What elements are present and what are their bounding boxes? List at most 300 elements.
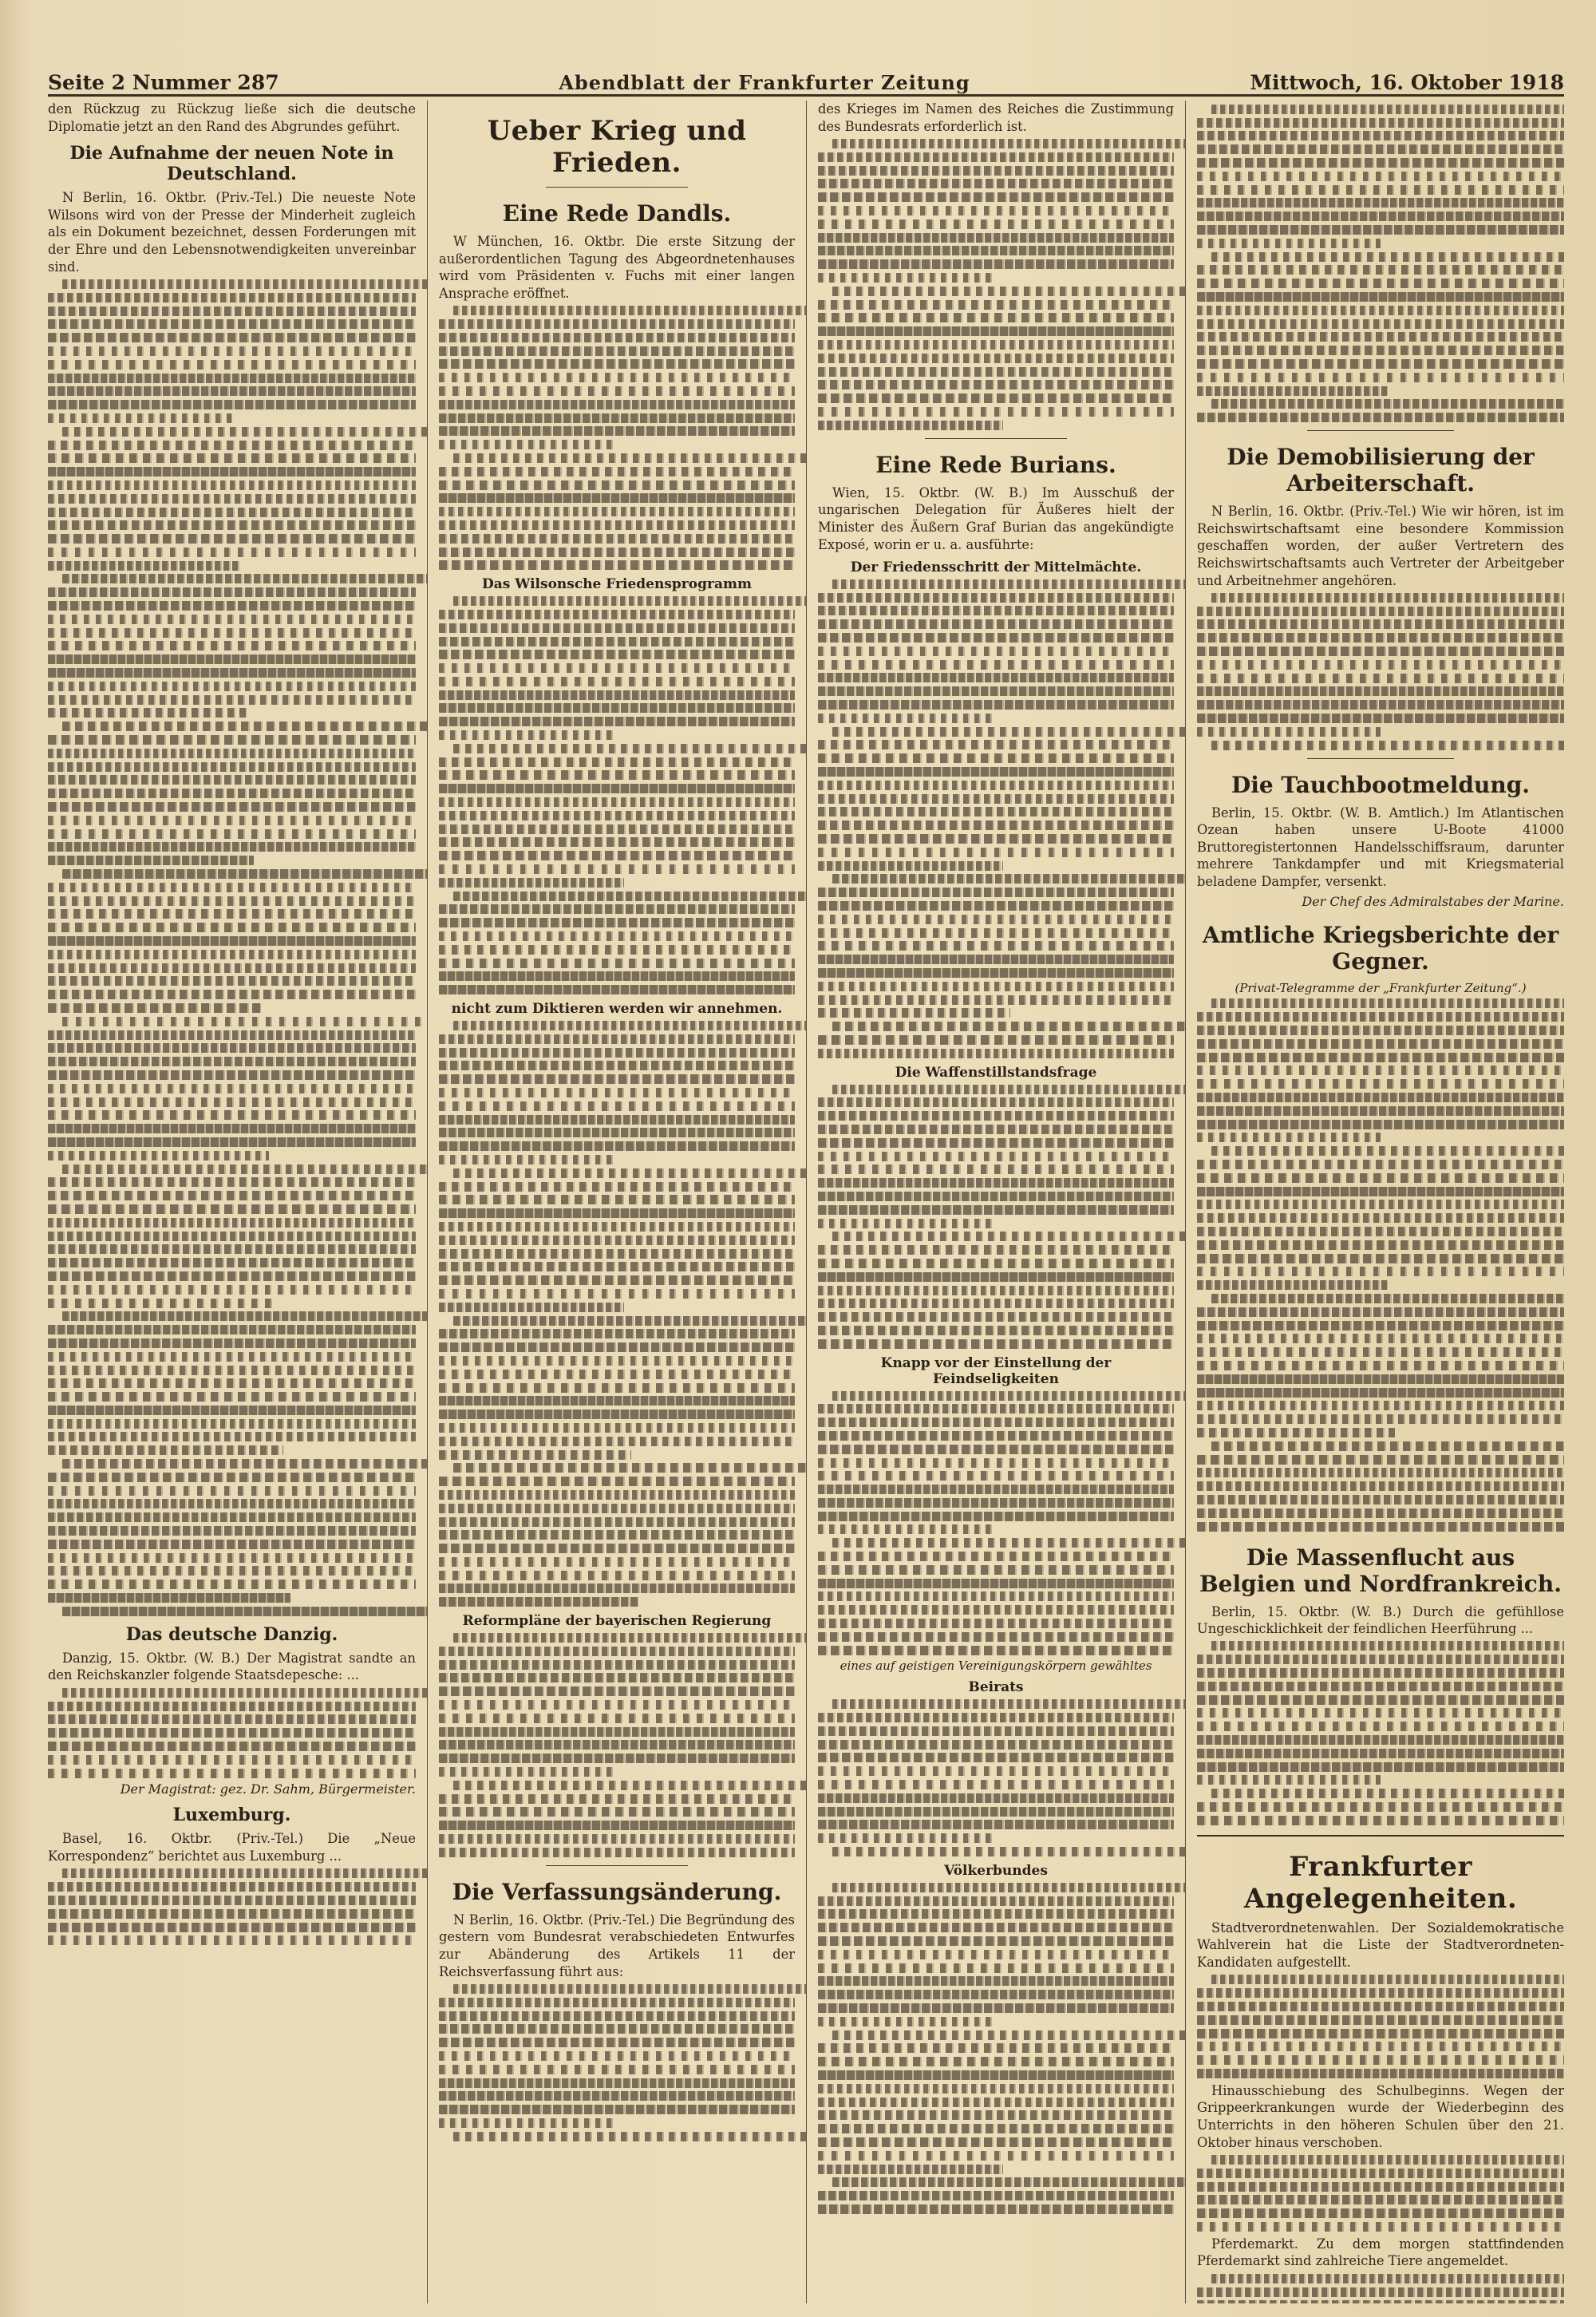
text-line-texture [48,936,416,946]
text-line-texture [48,1271,416,1281]
text-line-texture [439,770,795,780]
text-line-texture [439,1517,795,1527]
text-line-texture [818,179,1174,188]
text-line-texture [62,1164,427,1174]
text-line-texture [439,1303,624,1312]
text-line-texture [453,453,806,463]
text-line-texture [1211,1146,1564,1156]
text-line-texture [439,811,795,820]
text-line-texture [1197,1280,1388,1290]
text-line-texture [818,1780,1174,1789]
text-line-texture [1197,1762,1564,1772]
text-line-texture [439,1034,795,1044]
article-body-filler [1197,998,1564,1531]
text-line-texture [818,2204,1174,2214]
headline-mass-flight: Die Massenflucht aus Belgien und Nordfrankreich. [1199,1544,1562,1597]
text-line-texture [1211,593,1564,603]
text-line-texture [818,2098,1174,2107]
text-line-texture [48,1540,416,1549]
text-line-texture [1197,172,1564,181]
text-line-texture [1197,660,1564,670]
text-line-texture [818,2165,1003,2174]
text-line-texture [48,548,416,557]
text-line-texture [818,955,1174,964]
text-line-texture [48,1204,416,1214]
article-body-filler [439,1021,795,1607]
text-line-texture [439,319,795,329]
text-line-texture [48,990,416,999]
text-line-texture [48,1378,416,1388]
headline-dandl-speech: Eine Rede Dandls. [502,200,732,227]
text-line-texture [439,2038,795,2047]
text-line-texture [439,548,795,557]
text-line-texture [439,1767,617,1777]
text-line-texture [818,2191,1174,2200]
text-line-texture [48,708,247,718]
text-line-texture [1197,674,1564,683]
text-line-texture [48,695,416,705]
text-line-texture [439,359,795,369]
text-line-texture [48,1935,416,1945]
text-line-texture [439,1807,795,1817]
text-line-texture [818,714,996,723]
text-line-texture [1197,2042,1564,2051]
text-line-texture [439,1356,795,1366]
text-line-texture [48,1896,416,1905]
article-paragraph: W München, 16. Oktbr. Die erste Sitzung der außerordentlichen Tagung des Abgeordnetenhauses wird vom Präsidenten v. Fuchs mit einer langen Ansprache eröffnet. [439,234,795,301]
text-line-texture [48,1057,416,1066]
text-line-texture [439,1061,795,1070]
article-body-filler [818,139,1174,430]
text-line-texture [818,1990,1174,1999]
text-line-texture [1197,2222,1564,2232]
text-line-texture [48,1070,416,1080]
headline-frankfurt-affairs: Frankfurter Angelegenheiten. [1243,1850,1518,1915]
text-line-texture [48,453,416,463]
text-line-texture [48,561,239,571]
text-line-texture [453,596,806,606]
article-paragraph: Stadtverordnetenwahlen. Der Sozialdemokratische Wahlverein hat die Liste der Stadtverordneten-Kandidaten aufgestellt. [1197,1920,1564,1971]
text-line-texture [439,1329,795,1338]
text-line-texture [818,1312,1174,1322]
text-line-texture [48,1473,416,1482]
article-paragraph: Danzig, 15. Oktbr. (W. B.) Der Magistrat sandte an den Reichskanzler folgende Staatsdepesche: ... [48,1650,416,1683]
text-line-texture [439,440,617,449]
article-paragraph: N Berlin, 16. Oktbr. (Priv.-Tel.) Die Begründung des gestern vom Bundesrat verabschiedeten Entwurfes zur Abänderung des Artikels 11 der Reichsverfassung führt aus: [439,1912,795,1979]
text-line-texture [818,367,1174,377]
article-paragraph: Berlin, 15. Oktbr. (W. B. Amtlich.) Im Atlantischen Ozean haben unsere U-Boote 41000 Bruttoregistertonnen Handelsschiffsraum, darunter mehrere Tankdampfer und mit Kriegsmaterial beladene Dampfer, versenkt. [1197,805,1564,890]
text-line-texture [818,820,1174,830]
article-body-filler [818,1085,1174,1349]
text-line-texture [48,615,416,624]
text-line-texture [1197,1374,1564,1384]
text-line-texture [818,807,1174,816]
text-line-texture [439,1396,795,1406]
text-line-texture [439,971,795,981]
text-line-texture [48,1714,416,1724]
text-line-texture [48,520,416,530]
article-paragraph: Wien, 15. Oktbr. (W. B.) Im Ausschuß der ungarischen Delegation für Äußeres hielt der Minister des Äußern Graf Burian das angekündigte Exposé, worin er u. a. ausführte: [818,484,1174,552]
text-line-texture [818,340,1174,350]
text-line-texture [818,1404,1174,1414]
article-body-filler [818,1391,1174,1655]
headline-demobilization: Die Demobilisierung der Arbeiterschaft. [1227,444,1535,497]
text-line-texture [439,426,795,436]
text-line-texture [818,1471,1174,1481]
text-line-texture [439,1848,795,1857]
divider [925,438,1067,439]
text-line-texture [1211,741,1564,750]
intro-text: den Rückzug zu Rückzug ließe sich die deutsche Diplomatie jetzt an den Rand des Abgrundes geführt. [48,101,416,134]
text-line-texture [48,1244,416,1254]
text-line-texture [832,1022,1185,1031]
text-line-texture [818,1753,1174,1762]
text-line-texture [439,346,795,356]
page-header [48,62,1564,97]
text-line-texture [1197,1428,1395,1437]
text-line-texture [1197,198,1564,208]
text-line-texture [1197,1481,1564,1491]
text-line-texture [832,1085,1185,1094]
text-line-texture [48,346,416,356]
text-line-texture [1197,319,1564,329]
text-line-texture [818,259,1174,269]
text-line-texture [818,1458,1174,1468]
text-line-texture [1197,1361,1564,1370]
text-line-texture [48,775,416,785]
text-line-texture [818,1923,1174,1932]
article-paragraph: Pferdemarkt. Zu dem morgen stattfindenden Pferdemarkt sind zahlreiche Tiere angemeldet. [1197,2236,1564,2269]
text-line-texture [439,1249,795,1259]
text-line-texture [1197,1655,1564,1664]
text-line-texture [818,700,1174,710]
text-line-texture [48,749,416,758]
text-line-texture [48,1392,416,1402]
text-line-texture [439,1597,638,1607]
text-line-texture [48,1769,416,1778]
text-line-texture [818,2124,1174,2133]
text-line-texture [439,1530,795,1540]
article-body-filler [1197,1641,1564,1825]
subheading-ceasefire: Knapp vor der Einstellung der Feindseligkeiten [880,1354,1112,1387]
text-line-texture [1197,1468,1564,1477]
text-line-texture [1197,1802,1564,1812]
text-line-texture [439,1740,795,1750]
text-line-texture [48,293,416,302]
text-line-texture [48,587,416,597]
article-body-filler [439,1984,795,2141]
text-line-texture [1197,1213,1564,1223]
text-line-texture [48,1742,416,1751]
text-line-texture [48,1043,416,1053]
text-line-texture [818,1205,1174,1215]
text-line-texture [818,1111,1174,1121]
text-line-texture [1197,1495,1564,1504]
article-body-filler [48,279,416,1616]
section-divider [1197,1835,1564,1837]
text-line-texture [48,360,416,370]
text-line-texture [439,690,795,700]
headline-constitution-change: Die Verfassungsänderung. [452,1878,782,1905]
text-line-texture [48,1003,261,1013]
divider [546,187,688,188]
text-line-texture [818,1178,1174,1188]
text-line-texture [832,2030,1185,2040]
text-line-texture [62,1688,427,1698]
article-paragraph: N Berlin, 16. Oktbr. (Priv.-Tel.) Wie wir hören, ist im Reichswirtschaftsamt eine besondere Kommission geschaffen worden, der außer Vertretern des Reichswirtschaftsamts auch Vertreter der Arbeitgeber und Arbeitnehmer angehören. [1197,504,1564,588]
text-line-texture [818,834,1174,844]
masthead-title: Abendblatt der Frankfurter Zeitung [559,71,970,94]
text-line-texture [48,1923,416,1932]
article-body-filler [48,1688,416,1778]
text-line-texture [48,1110,416,1120]
text-line-texture [48,1084,416,1093]
text-line-texture [818,1097,1174,1107]
text-line-texture [1197,2069,1564,2078]
article-body-filler [1197,2274,1564,2303]
text-line-texture [1197,292,1564,302]
text-line-texture [439,1410,795,1419]
text-line-texture [48,441,416,450]
text-line-texture [48,1882,416,1892]
text-line-texture [439,534,795,544]
text-line-texture [818,633,1174,643]
text-line-texture [439,480,795,490]
text-line-texture [818,1963,1174,1973]
headline-burian-speech: Eine Rede Burians. [875,451,1116,478]
text-line-texture [818,1833,996,1843]
text-line-texture [48,735,416,745]
text-line-texture [439,1115,795,1125]
text-line-texture [439,1342,795,1352]
text-line-texture [818,794,1174,804]
text-line-texture [818,1138,1174,1148]
subheading-council: Beirats [968,1679,1024,1696]
text-line-texture [48,1191,416,1200]
text-line-texture [818,1807,1174,1817]
text-line-texture [48,319,416,329]
text-line-texture [1197,131,1564,140]
issue-date: Mittwoch, 16. Oktober 1918 [1250,71,1564,94]
text-line-texture [48,467,416,476]
text-line-texture [1197,225,1564,235]
text-line-texture [818,2151,1174,2161]
text-line-texture [439,2024,795,2034]
text-line-texture [818,1591,1174,1601]
text-line-texture [1197,1012,1564,1022]
text-line-texture [1197,1039,1564,1049]
text-line-texture [1197,1722,1564,1731]
text-line-texture [1211,1789,1564,1798]
text-line-texture [48,508,416,517]
text-line-texture [818,1936,1174,1946]
text-line-texture [832,287,1185,296]
text-line-texture [48,1445,283,1455]
text-line-texture [439,1754,795,1763]
article-body-filler [439,1633,795,1857]
text-line-texture [62,1868,427,1878]
text-line-texture [818,767,1174,777]
text-line-texture [818,1219,996,1228]
subheading-armistice: Die Waffenstillstandsfrage [895,1064,1097,1081]
text-line-texture [439,1660,795,1670]
text-line-texture [439,1998,795,2007]
text-line-texture [439,1584,795,1593]
text-line-texture [1197,1200,1564,1209]
text-line-texture [62,1311,427,1321]
text-line-texture [818,2070,1174,2080]
text-line-texture [439,1262,795,1271]
text-line-texture [48,816,416,825]
text-line-texture [1197,265,1564,275]
text-line-texture [1197,727,1381,737]
text-line-texture [818,1008,1010,1018]
text-line-texture [818,1896,1174,1906]
text-line-texture [1211,399,1564,409]
text-line-texture [439,1794,795,1804]
text-line-texture [439,1557,795,1567]
column-2 [427,101,806,2303]
text-line-texture [48,1258,416,1267]
text-line-texture [818,1646,1174,1655]
article-body-filler [818,1883,1174,2214]
text-line-texture [439,610,795,619]
text-line-texture [439,878,624,888]
text-line-texture [453,2132,806,2141]
text-line-texture [818,1793,1174,1803]
text-line-texture [818,1552,1174,1561]
text-line-texture [439,493,795,503]
text-line-texture [439,400,795,409]
text-line-texture [818,673,1174,682]
text-line-texture [818,1605,1174,1615]
text-line-texture [48,1512,416,1522]
text-line-texture [439,2011,795,2021]
text-line-texture [48,1177,416,1187]
text-line-texture [818,888,1174,897]
text-line-texture [818,1632,1174,1642]
text-line-texture [439,560,795,570]
column-1 [48,101,427,2303]
text-line-texture [832,1391,1185,1401]
text-line-texture [1197,2015,1564,2025]
text-line-texture [439,1647,795,1656]
text-line-texture [48,682,416,691]
text-line-texture [48,400,416,409]
text-line-texture [62,574,427,583]
text-line-texture [818,901,1174,911]
text-line-texture [818,380,1174,389]
text-line-texture [48,668,416,678]
text-line-texture [1197,185,1564,195]
text-line-texture [48,789,416,798]
text-line-texture [48,1580,416,1589]
headline-submarine: Die Tauchbootmeldung. [1231,771,1531,798]
subheading-wilson-program: Das Wilsonsche Friedensprogramm [482,576,752,593]
text-line-texture [439,1155,617,1164]
text-line-texture [439,918,795,927]
text-line-texture [439,1236,795,1245]
text-line-texture [818,968,1174,978]
text-line-texture [48,1432,416,1441]
text-line-texture [439,1450,631,1460]
text-line-texture [818,152,1174,162]
text-line-texture [439,663,795,673]
text-line-texture [48,856,254,865]
text-line-texture [818,1035,1174,1045]
text-line-texture [818,1740,1174,1750]
text-line-texture [1197,1816,1564,1825]
text-line-texture [1197,646,1564,656]
text-line-texture [818,606,1174,615]
text-line-texture [48,829,416,839]
text-line-texture [1197,1988,1564,1998]
text-line-texture [1197,1026,1564,1035]
text-line-texture [1211,1641,1564,1651]
headline-war-and-peace: Ueber Krieg und Frieden. [487,115,747,179]
text-line-texture [439,1074,795,1084]
text-line-texture [453,306,806,315]
text-line-texture [439,717,795,726]
text-line-texture [1197,118,1564,128]
column-3 [806,101,1185,2303]
text-line-texture [818,1049,1174,1058]
text-line-texture [818,2057,1174,2066]
text-line-texture [818,192,1174,202]
text-line-texture [818,1431,1174,1441]
text-line-texture [439,677,795,686]
divider [1307,430,1454,431]
text-line-texture [1197,359,1564,369]
subheading-league: Völkerbundes [944,1863,1048,1880]
text-line-texture [832,1847,1185,1856]
text-line-texture [818,2003,1174,2013]
text-line-texture [48,1566,416,1576]
text-line-texture [439,2091,795,2101]
text-line-texture [818,646,1174,656]
text-line-texture [818,781,1174,790]
divider [1307,758,1454,759]
text-line-texture [439,333,795,342]
text-line-texture [818,1713,1174,1722]
text-line-texture [48,1593,290,1603]
text-line-texture [439,386,795,396]
text-line-texture [1197,2029,1564,2038]
text-line-texture [1197,2002,1564,2011]
text-line-texture [439,1383,795,1393]
text-line-texture [439,945,795,955]
text-line-texture [1197,1321,1564,1330]
text-line-texture [439,650,795,659]
text-line-texture [818,1192,1174,1201]
text-line-texture [1197,239,1381,248]
text-line-texture [439,757,795,767]
text-line-texture [818,300,1174,310]
text-line-texture [818,995,1174,1005]
text-line-texture [439,797,795,807]
text-line-texture [1197,212,1564,221]
text-line-texture [818,1299,1174,1308]
text-line-texture [1197,346,1564,355]
text-line-texture [48,306,416,316]
text-line-texture [818,593,1174,603]
text-line-texture [818,1272,1174,1282]
text-line-texture [62,1607,427,1616]
article-body-filler [818,579,1174,1058]
text-line-texture [439,2105,795,2114]
text-line-texture [439,1048,795,1058]
text-line-texture [818,2137,1174,2147]
